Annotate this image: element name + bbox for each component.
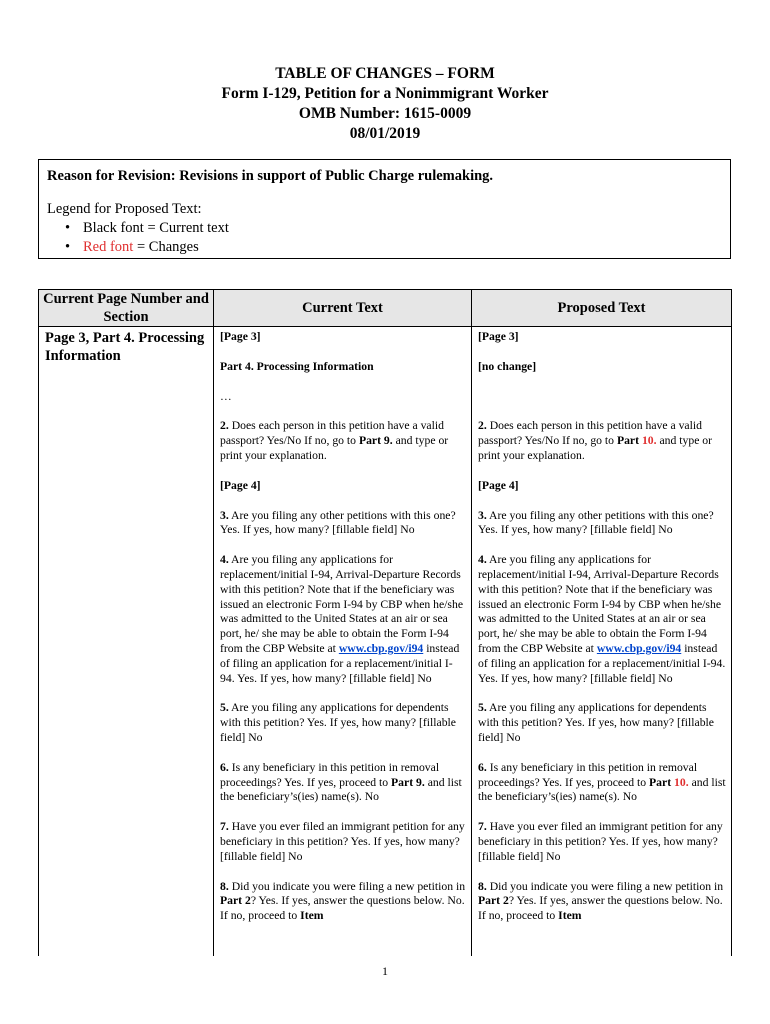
proposed-q7: 7. Have you ever filed an immigrant petition for any beneficiary in this petition? Yes. If yes, how many? [fillable field] No	[478, 820, 723, 863]
legend-title: Legend for Proposed Text:	[47, 201, 202, 217]
current-q7: 7. Have you ever filed an immigrant petition for any beneficiary in this petition? Yes. If yes, how many? [fillable field] No	[220, 820, 465, 863]
changes-table	[38, 289, 732, 956]
cbp-link[interactable]: www.cbp.gov/i94	[338, 641, 424, 655]
legend-list	[47, 219, 730, 257]
current-q6: 6. Is any beneficiary in this petition in removal proceedings? Yes. If yes, proceed to Part 9. and list the beneficiary’s(ies) name(s). No	[220, 760, 462, 804]
header-section: Current Page Number and Section	[39, 290, 214, 327]
legend-red-desc: = Changes	[133, 239, 199, 255]
current-page4: [Page 4]	[220, 478, 261, 492]
table-row	[39, 327, 732, 957]
omb-number: OMB Number: 1615-0009	[298, 105, 472, 122]
proposed-no-change: [no change]	[478, 359, 537, 373]
proposed-q2: 2. Does each person in this petition have a valid passport? Yes/No If no, go to Part 10. and type or print your explanation.	[478, 419, 713, 462]
proposed-q6: 6. Is any beneficiary in this petition in removal proceedings? Yes. If yes, proceed to Part 10. and list the beneficiary’s(ies) name(s). No	[478, 760, 726, 804]
reason-box	[38, 159, 731, 259]
proposed-q4: 4. Are you filing any applications for replacement/initial I-94, Arrival-Departure Records with this petition? Note that if the beneficiary was issued an electronic Form I-94 by CBP when he/she was admitted to the United States at an air or sea port, he/ she may be able to obtain the Form I-94 from the CBP Website at www.cbp.gov/i94 instead of filing an application for a replacement/initial I-94. Yes. If yes, how many? [fillable field] No	[478, 553, 726, 685]
page-number: 1	[382, 964, 388, 978]
reason-text: Reason for Revision: Revisions in support of Public Charge rulemaking.	[47, 168, 494, 184]
form-name: Form I-129, Petition for a Nonimmigrant Worker	[221, 85, 549, 102]
current-q2: 2. Does each person in this petition have a valid passport? Yes/No If no, go to Part 9. and type or print your explanation.	[220, 419, 449, 462]
current-q3: 3. Are you filing any other petitions with this one? Yes. If yes, how many? [fillable field] No	[220, 508, 456, 537]
current-page3: [Page 3]	[220, 330, 261, 343]
proposed-q8: 8. Did you indicate you were filing a new petition in Part 2? Yes. If yes, answer the questions below. No. If no, proceed to Item	[478, 879, 724, 923]
current-q8: 8. Did you indicate you were filing a new petition in Part 2? Yes. If yes, answer the questions below. No. If no, proceed to Item	[220, 879, 466, 923]
legend-black-label: Black font	[83, 220, 144, 236]
doc-title: TABLE OF CHANGES – FORM	[275, 65, 495, 82]
proposed-q3: 3. Are you filing any other petitions with this one? Yes. If yes, how many? [fillable field] No	[478, 508, 714, 537]
table-header-row	[39, 290, 732, 327]
section-cell: Page 3, Part 4. Processing Information	[39, 327, 214, 957]
current-text-cell	[214, 327, 472, 957]
legend-item-red	[83, 238, 730, 257]
current-q5: 5. Are you filing any applications for dependents with this petition? Yes. If yes, how many? [fillable field] No	[220, 701, 456, 744]
proposed-q5: 5. Are you filing any applications for dependents with this petition? Yes. If yes, how many? [fillable field] No	[478, 701, 714, 744]
proposed-text-cell	[472, 327, 732, 957]
cbp-link[interactable]: www.cbp.gov/i94	[596, 641, 682, 655]
current-q4: 4. Are you filing any applications for replacement/initial I-94, Arrival-Departure Records with this petition? Note that if the beneficiary was issued an electronic Form I-94 by CBP when he/she was admitted to the United States at an air or sea port, he/ she may be able to obtain the Form I-94 from the CBP Website at www.cbp.gov/i94 instead of filing an application for a replacement/initial I-94. Yes. If yes, how many? [fillable field] No	[220, 553, 464, 685]
header-current: Current Text	[214, 290, 472, 327]
proposed-page4: [Page 4]	[478, 478, 519, 492]
header-proposed: Proposed Text	[472, 290, 732, 327]
proposed-spacer	[478, 390, 727, 405]
legend-item-black	[83, 219, 730, 238]
legend-red-label: Red font	[83, 239, 134, 255]
legend-black-desc: = Current text	[143, 220, 229, 236]
current-part4: Part 4. Processing Information	[220, 359, 374, 373]
doc-date: 08/01/2019	[349, 125, 421, 142]
current-ellipsis: …	[220, 389, 232, 403]
changed-part-number: 10	[641, 434, 654, 448]
changed-part-number: 10	[674, 775, 686, 789]
proposed-page3: [Page 3]	[478, 330, 519, 343]
document-header	[0, 64, 770, 144]
